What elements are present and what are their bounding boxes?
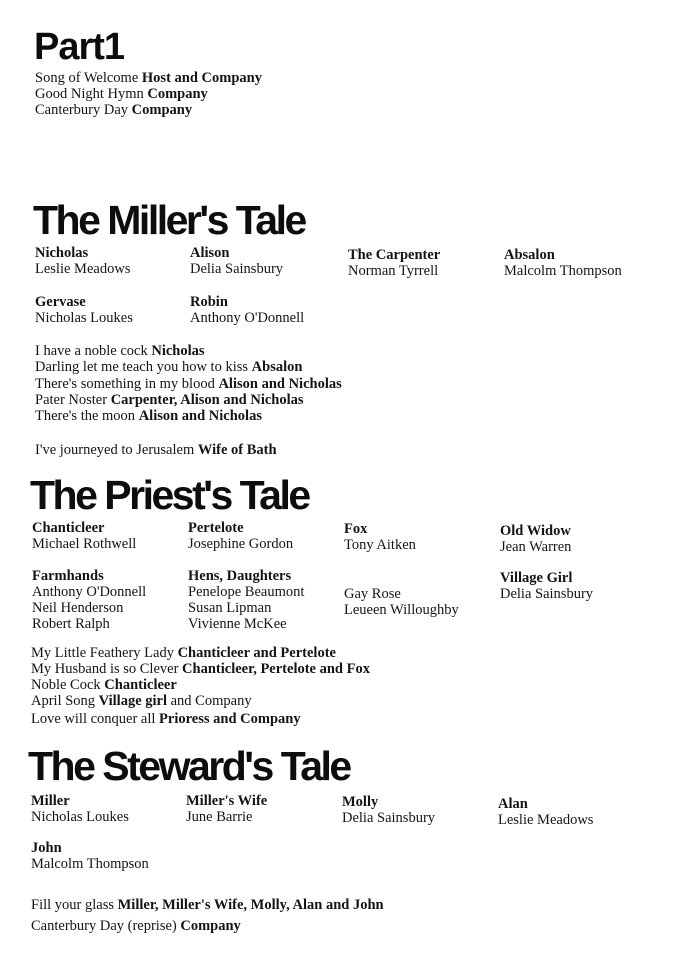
cast-entry: Alan Leslie Meadows: [498, 796, 594, 828]
song-line: Pater Noster Carpenter, Alison and Nicholas: [35, 392, 304, 408]
steward-title: The Steward's Tale: [28, 743, 350, 789]
song-line: Canterbury Day (reprise) Company: [31, 918, 241, 934]
cast-entry: Pertelote Josephine Gordon: [188, 520, 294, 552]
song-line: My Husband is so Clever Chanticleer, Pertelote and Fox: [31, 661, 370, 677]
cast-entry: The Carpenter Norman Tyrrell: [348, 247, 441, 279]
song-line: There's something in my blood Alison and Nicholas: [35, 376, 342, 392]
song-line: April Song Village girl and Company: [31, 693, 252, 709]
cast-entry: Hens, Daughters Penelope Beaumont Susan Lipman Vivienne McKee: [188, 568, 305, 632]
song-line: Song of Welcome Host and Company: [35, 70, 262, 86]
cast-entry: Miller Nicholas Loukes: [31, 793, 129, 825]
cast-entry: Old Widow Jean Warren: [500, 523, 572, 555]
song-line: My Little Feathery Lady Chanticleer and Pertelote: [31, 645, 336, 661]
cast-entry: Nicholas Leslie Meadows: [35, 245, 131, 277]
song-line: Noble Cock Chanticleer: [31, 677, 177, 693]
cast-entry: Molly Delia Sainsbury: [342, 794, 436, 826]
cast-entry: Miller's Wife June Barrie: [186, 793, 268, 825]
priest-title: The Priest's Tale: [30, 472, 309, 518]
cast-entry: John Malcolm Thompson: [31, 840, 149, 872]
cast-entry: Alison Delia Sainsbury: [190, 245, 284, 277]
cast-entry: Farmhands Anthony O'Donnell Neil Henderson Robert Ralph: [32, 568, 147, 632]
song-line: There's the moon Alison and Nicholas: [35, 408, 262, 424]
cast-entry: Fox Tony Aitken: [344, 521, 416, 553]
cast-entry: Chanticleer Michael Rothwell: [32, 520, 137, 552]
song-line: Good Night Hymn Company: [35, 86, 208, 102]
cast-entry: Village Girl Delia Sainsbury: [500, 570, 594, 602]
cast-entry: Gervase Nicholas Loukes: [35, 294, 133, 326]
miller-title: The Miller's Tale: [33, 197, 305, 243]
song-line: Fill your glass Miller, Miller's Wife, Molly, Alan and John: [31, 897, 384, 913]
cast-entry: Absalon Malcolm Thompson: [504, 247, 622, 279]
part1-title: Part1: [34, 26, 125, 68]
song-line: Love will conquer all Prioress and Company: [31, 711, 301, 727]
song-line: Canterbury Day Company: [35, 102, 193, 118]
cast-entry: Robin Anthony O'Donnell: [190, 294, 305, 326]
song-line: I have a noble cock Nicholas: [35, 343, 205, 359]
song-line: Darling let me teach you how to kiss Absalon: [35, 359, 303, 375]
cast-entry: Gay Rose Leueen Willoughby: [344, 586, 459, 618]
song-line: I've journeyed to Jerusalem Wife of Bath: [35, 442, 277, 458]
